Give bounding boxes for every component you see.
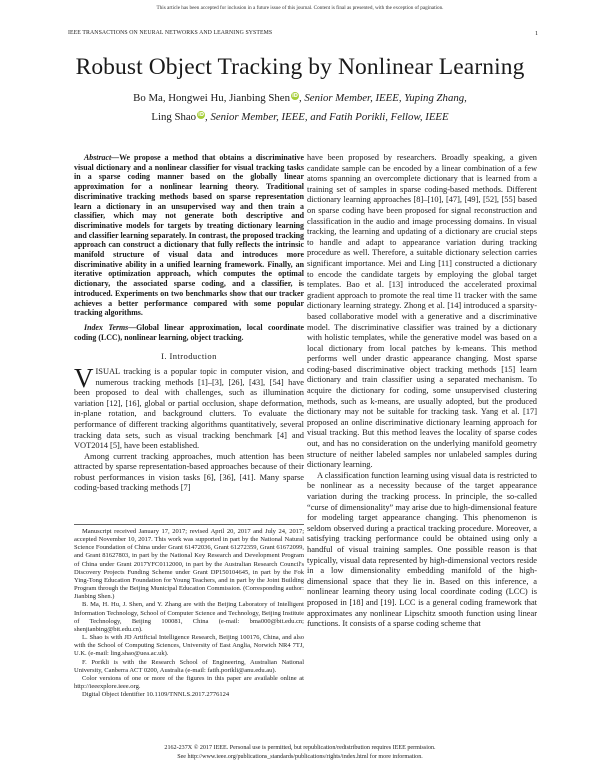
paper-title: Robust Object Tracking by Nonlinear Learning: [75, 54, 525, 80]
page-number: 1: [535, 30, 539, 37]
right-paragraph-2: A classification function learning using visual data is restricted to be nonlinear as a necessity because of the target appearance variation during the tracking process. In principle, the so-called “curse of dimensionality” may arise due to high-dimensional feature for modeling target appearance changing. This phenomenon is seldom observed during a practical tracking procedure. Moreover, a satisfying tracking performance could be obtained using only a handful of visual training samples. One possible reason is that typically, visual data represented by high-dimensional vectors reside in a low dimensionality embedding manifold of the high-dimensional space that they lie in. Based on this inference, a nonlinear learning theory using local coordinate coding (LCC) is proposed in [18] and [19]. LCC is a general coding framework that approximates any nonlinear Lipschitz smooth function using linear functions. It consists of a sparse coding scheme that: [307, 470, 537, 629]
footnote-color-versions: Color versions of one or more of the figures in this paper are available online at http://ieeexplore.ieee.org.: [74, 674, 304, 690]
abstract-text: We propose a method that obtains a discriminative visual dictionary and a nonlinear classifier for visual tracking tasks in a sparse coding manner based on the globally linear approximation for a nonlinear learning theory. Traditional discriminative tracking methods based on sparse representation learn a dictionary in an unsupervised way and then train a classifier, which may not generate both descriptive and discriminative models for targets by treating dictionary learning and classifier learning separately. In contrast, the proposed tracking approach can construct a dictionary that fully reflects the intrinsic manifold structure of visual data and introduces more discriminative ability in a unified learning framework. Finally, an iterative optimization approach, which computes the optimal dictionary, the associated sparse coding, and a classifier, is introduced. Experiments on two benchmarks show that our tracker achieves a better performance compared with some popular tracking algorithms.: [74, 153, 304, 318]
footnote-affiliation-2: L. Shao is with JD Artificial Intelligence Research, Beijing 100176, China, and also with the School of Computing Sciences, University of East Anglia, Norwich NR4 7TJ, U.K. (e-mail: ling.shao@uea.ac.uk).: [74, 634, 304, 658]
footnote-manuscript: Manuscript received January 17, 2017; revised April 20, 2017 and July 24, 2017; accepted November 10, 2017. This work was supported in part by the National Natural Science Foundation of China under Grant 61472036, Grant 61272359, Grant 61672099, and Grant 81627803, in part by the National Key Research and Development Program of China under Grant 2017YFC0112000, in part by the Australian Research Council's Discovery Projects Funding Scheme under Grant DP150104645, in part by the Fok Ying-Tong Education Foundation for Young Teachers, and in part by the Joint Building Program through the Beijing Municipal Education Commission. (Corresponding author: Jianbing Shen.): [74, 528, 304, 601]
left-column: [74, 153, 304, 494]
journal-running-head: IEEE TRANSACTIONS ON NEURAL NETWORKS AND LEARNING SYSTEMS: [68, 30, 273, 36]
copyright-footer: [0, 744, 600, 761]
authors-names-d: , Senior Member, IEEE, and Fatih Porikli, Fellow, IEEE: [205, 111, 449, 123]
orcid-icon[interactable]: iD: [292, 93, 298, 99]
footnote-doi: Digital Object Identifier 10.1109/TNNLS.2017.2776124: [82, 691, 230, 699]
author-line-2: [60, 110, 540, 124]
intro-paragraph-1-text: ISUAL tracking is a popular topic in computer vision, and numerous tracking methods [1]–[3], [26], [43], [54] have been proposed to deal with challenges, such as illumination variation [12], [16], global or partial occlusion, shape deformation, in-plane rotation, and background clutters. To evaluate the performance of different tracking algorithms quantitatively, several tracking data sets, such as visual tracking benchmark [4] and VOT2014 [5], have been established.: [74, 366, 304, 451]
authors-names-b: , Senior Member, IEEE, Yuping Zhang,: [299, 92, 467, 104]
acceptance-notice: This article has been accepted for inclusion in a future issue of this journal. Content is final as presented, with the exception of pagination.: [156, 5, 444, 11]
drop-cap: V: [74, 362, 94, 393]
authors-names-c: Ling Shao: [151, 111, 197, 123]
intro-paragraph-2: Among current tracking approaches, much attention has been attracted by sparse representation-based approaches because of their robust performances in vision tasks [6], [36], [41]. Many sparse coding-based tracking methods [7]: [74, 451, 304, 493]
index-terms-text: Global linear approximation, local coordinate coding (LCC), nonlinear learning, object tracking.: [74, 322, 304, 342]
right-column: [307, 153, 537, 630]
right-paragraph-1: have been proposed by researchers. Broadly speaking, a given candidate sample can be encoded by a linear combination of a few atoms spanning an overcomplete dictionary that is learned from a training set of samples in sparse coding-based methods. Different dictionary learning approaches [8]–[10], [47], [49], [52], [55] based on sparse coding have been proposed for signal reconstruction and classification in the audio and image processing domains. In visual tracking, the learning and updating of a dictionary are crucial steps to handle and adapt to appearance variation during tracking procedure as well. Therefore, a suitable dictionary selection carries significant importance. Mei and Ling [11] constructed a dictionary to encode the candidate targets by employing the global target templates. Bao et al. [13] introduced the accelerated proximal gradient approach to promote the real time l1 tracker with the same dictionary learning strategy. Zhong et al. [14] introduced a sparsity-based collaborative model with a generative and a discriminative model. The discriminative classifier was trained by a dictionary with holistic templates, while the generative model was based on a local dictionary from local patches by k-means. This method performs well under drastic appearance changing. Most sparse coding-based discriminative object tracking methods [15] learn dictionary and train classifier using a separated mechanism. To acquire the dictionary for coding, some unsupervised clustering methods, such as k-means, are usually adopted, but the produced dictionary may not be suitable for tracking task. Yang et al. [17] proposed an online discriminative dictionary learning approach for visual tracking. But this method leaves the locality of sparse codes out, and has no consideration on the underlying manifold geometry structure of neither labeled samples nor unlabeled samples during dictionary learning.: [307, 153, 537, 470]
footnote-affiliation-1: B. Ma, H. Hu, J. Shen, and Y. Zhang are with the Beijing Laboratory of Intelligent Information Technology, School of Computer Science and Technology, Beijing Institute of Technology, Beijing 100081, China (e-mail: bma000@bit.edu.cn; shenjianbing@bit.edu.cn).: [74, 601, 304, 633]
abstract-label: Abstract—: [84, 153, 120, 162]
index-terms-label: Index Terms—: [84, 322, 137, 332]
section-heading: I. Introduction: [161, 351, 217, 362]
index-terms: [74, 323, 304, 342]
copyright-line-2: See http://www.ieee.org/publications_standards/publications/rights/index.html for more information.: [177, 753, 423, 760]
footnote-divider: [74, 524, 304, 525]
copyright-line-1: 2162-237X © 2017 IEEE. Personal use is permitted, but republication/redistribution requires IEEE permission.: [164, 745, 436, 751]
author-line-1: [60, 91, 540, 105]
footnotes: [74, 524, 304, 699]
footnote-affiliation-3: F. Porikli is with the Research School of Engineering, Australian National University, Canberra ACT 0200, Australia (e-mail: fatih.porikli@anu.edu.au).: [74, 658, 304, 674]
orcid-icon[interactable]: iD: [198, 112, 204, 118]
abstract: [74, 153, 304, 318]
authors-names-a: Bo Ma, Hongwei Hu, Jianbing Shen: [133, 92, 290, 104]
intro-paragraph-1: [74, 362, 304, 452]
